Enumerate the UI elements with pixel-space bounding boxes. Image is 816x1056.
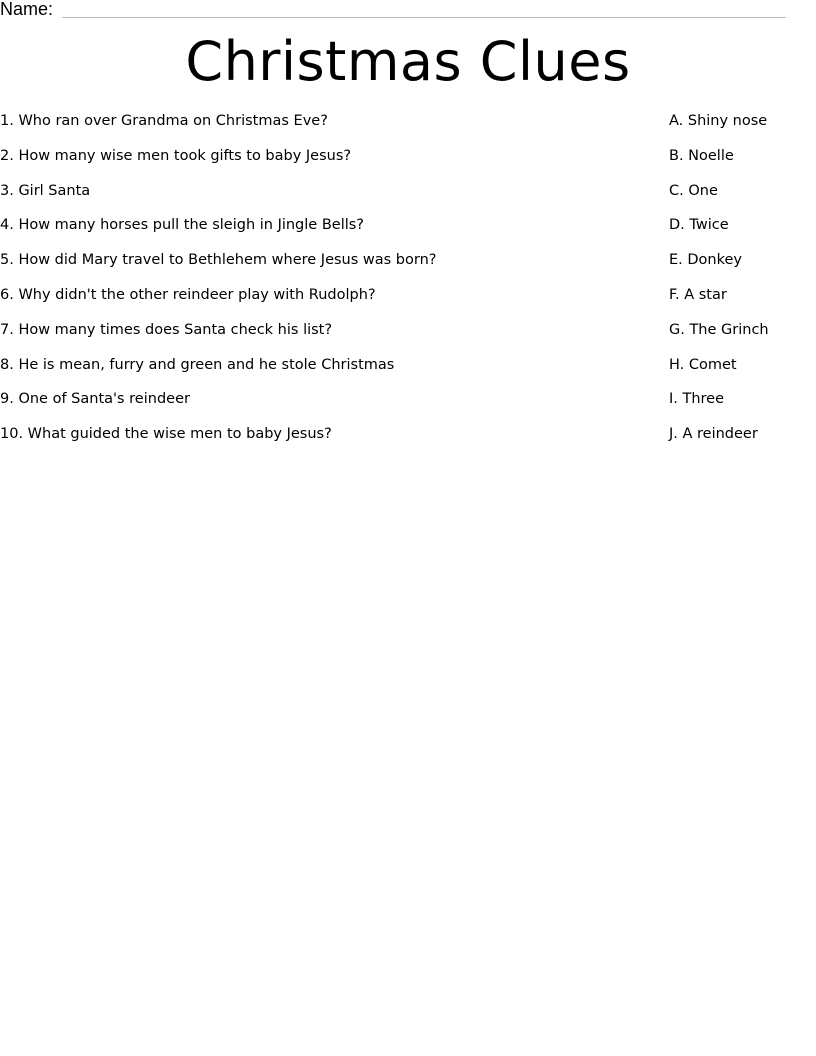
answer-option: C. One	[669, 182, 718, 199]
answer-option: B. Noelle	[669, 147, 734, 164]
question-text: 2. How many wise men took gifts to baby Jesus?	[0, 147, 352, 164]
clue-row	[0, 214, 816, 249]
question-text: 1. Who ran over Grandma on Christmas Eve?	[0, 113, 328, 129]
clue-row	[0, 388, 816, 423]
question-text: 5. How did Mary travel to Bethlehem where Jesus was born?	[0, 252, 437, 269]
question-text: 10. What guided the wise men to baby Jesus?	[0, 426, 332, 443]
answer-option: A. Shiny nose	[669, 113, 768, 129]
clue-row	[0, 180, 816, 215]
clue-row	[0, 145, 816, 180]
clue-row	[0, 319, 816, 354]
clue-list	[0, 110, 816, 458]
answer-option: J. A reindeer	[669, 426, 758, 443]
clue-row	[0, 249, 816, 284]
question-text: 9. One of Santa's reindeer	[0, 391, 190, 408]
question-text: 4. How many horses pull the sleigh in Jingle Bells?	[0, 217, 365, 234]
answer-option: D. Twice	[669, 217, 729, 234]
clue-row	[0, 284, 816, 319]
name-blank-line	[62, 17, 786, 18]
clue-row	[0, 423, 816, 458]
clue-row	[0, 354, 816, 389]
answer-option: H. Comet	[669, 356, 737, 373]
answer-option: F. A star	[669, 286, 727, 303]
question-text: 7. How many times does Santa check his list?	[0, 321, 333, 338]
question-text: 3. Girl Santa	[0, 182, 91, 199]
answer-option: E. Donkey	[669, 252, 742, 269]
page-title: Christmas Clues	[185, 30, 631, 93]
question-text: 8. He is mean, furry and green and he stole Christmas	[0, 356, 395, 373]
question-text: 6. Why didn't the other reindeer play with Rudolph?	[0, 286, 376, 303]
name-label: Name:	[0, 0, 54, 19]
answer-option: I. Three	[669, 391, 725, 408]
name-row	[0, 0, 790, 20]
clue-row	[0, 110, 816, 145]
answer-option: G. The Grinch	[669, 321, 769, 338]
